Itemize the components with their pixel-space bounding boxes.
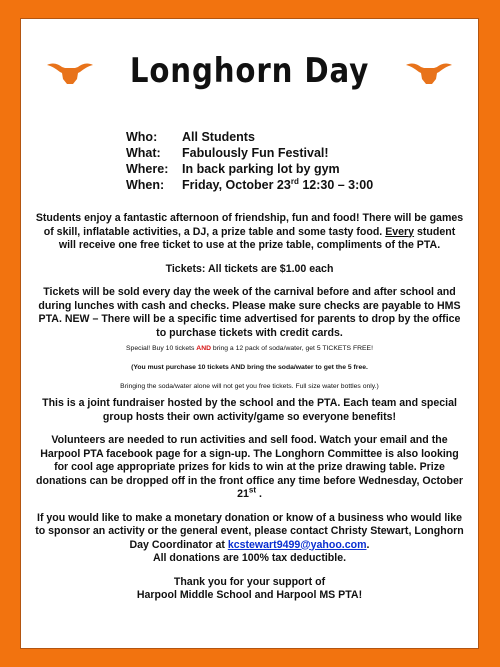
volunteers-paragraph: Volunteers are needed to run activities and sell food. Watch your email and the Harpool PTA facebook page for a sign-up. The Longhorn Committee is also looking for cool age appropriate prizes for kids to win at the prize drawing table. Prize donations can be dropped off in the front office any time before Wednesday, October 21st . — [36, 434, 463, 500]
flyer-body — [35, 212, 464, 613]
when-date: Friday, October 23 — [182, 178, 291, 192]
detail-row-when — [126, 177, 373, 193]
detail-value: All Students — [182, 130, 255, 144]
detail-value — [182, 177, 373, 193]
tickets-line: Tickets: All tickets are $1.00 each — [165, 262, 334, 275]
donation-paragraph: If you would like to make a monetary donation or know of a business who would like to sponsor an activity or the general event, please contact Christy Stewart, Longhorn Day Coordinator at kcstewart9499@yahoo.com. All donations are 100% tax deductible. — [35, 511, 464, 564]
when-time: 12:30 – 3:00 — [298, 178, 374, 192]
event-details — [126, 129, 373, 193]
intro-paragraph: Students enjoy a fantastic afternoon of friendship, fun and food! There will be games of skill, inflatable activities, a DJ, a prize table and some tasty food. Every student will receive one free ticket to use at the prize table, compliments of the PTA. — [35, 212, 464, 251]
detail-row-what — [126, 145, 373, 161]
special-offer-note-2: Bringing the soda/water alone will not get you free tickets. Full size water bottles only.) — [120, 383, 379, 390]
special-offer-line: Special! Buy 10 tickets AND bring a 12 pack of soda/water, get 5 TICKETS FREE! — [126, 345, 373, 352]
sales-paragraph: Tickets will be sold every day the week of the carnival before and after school and during lunches with cash and checks. Please make sure checks are payable to HMS PTA. NEW – There will be a specific time advertised for parents to drop by the office to purchase tickets with credit cards. — [38, 286, 461, 339]
detail-value: In back parking lot by gym — [182, 162, 340, 176]
joint-fundraiser-paragraph: This is a joint fundraiser hosted by the school and the PTA. Each team and special group hosts their own activity/game so everyone benefits! — [42, 397, 457, 423]
detail-row-where — [126, 161, 373, 177]
thanks-paragraph: Thank you for your support of Harpool Middle School and Harpool MS PTA! — [136, 575, 363, 601]
page-title: Longhorn Day — [129, 51, 370, 91]
detail-label: When: — [126, 178, 165, 192]
every-emphasis: Every — [385, 225, 415, 238]
detail-label: What: — [126, 146, 161, 160]
special-and: AND — [196, 345, 212, 352]
detail-label: Who: — [126, 130, 158, 144]
detail-value: Fabulously Fun Festival! — [182, 146, 329, 160]
detail-row-who — [126, 129, 373, 145]
flyer-page — [20, 18, 479, 649]
detail-label: Where: — [126, 162, 169, 176]
when-date-suffix: rd — [290, 176, 299, 186]
special-offer-note: (You must purchase 10 tickets AND bring the soda/water to get the 5 free. — [131, 364, 368, 371]
coordinator-email-link[interactable]: kcstewart9499@yahoo.com — [227, 538, 367, 551]
